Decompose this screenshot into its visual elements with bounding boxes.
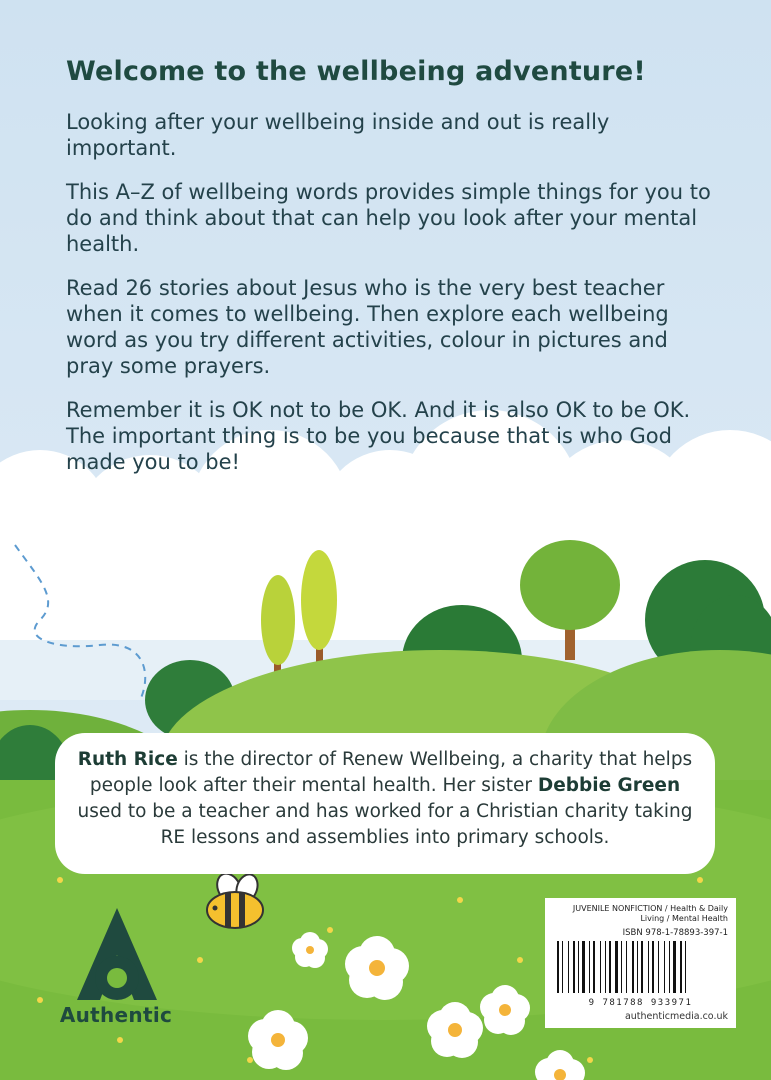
intro-paragraph-4: Remember it is OK not to be OK. And it is also OK to be OK. The important thing is to be you because that is who God made you to be! xyxy=(66,398,691,474)
intro-text xyxy=(66,56,716,493)
publisher-name: Authentic xyxy=(59,1003,173,1027)
publisher-url: authenticmedia.co.uk xyxy=(624,1011,728,1022)
barcode-digits: 9 781788 933971 xyxy=(588,998,693,1008)
author-name-2: Debbie Green xyxy=(537,775,681,796)
intro-paragraph-2: This A–Z of wellbeing words provides simple things for you to do and think about that can help you look after your mental health. xyxy=(66,180,711,256)
intro-paragraph-3: Read 26 stories about Jesus who is the very best teacher when it comes to wellbeing. Then explore each wellbeing word as you try different activities, colour in pictures and pray some prayers. xyxy=(66,276,669,378)
barcode-bars xyxy=(553,941,728,993)
isbn-text: ISBN 978-1-78893-397-1 xyxy=(622,928,728,938)
author-bio xyxy=(55,733,715,874)
book-category: JUVENILE NONFICTION / Health & Daily Living / Mental Health xyxy=(572,904,728,923)
page-title: Welcome to the wellbeing adventure! xyxy=(66,56,646,87)
author-name-1: Ruth Rice xyxy=(77,749,178,770)
bio-text-2: used to be a teacher and has worked for a Christian charity taking RE lessons and assemblies into primary schools. xyxy=(77,801,693,848)
bio-text-1: is the director of Renew Wellbeing, a charity that helps people look after their mental health. Her sister xyxy=(89,749,693,796)
barcode-panel xyxy=(545,898,736,1028)
intro-paragraph-1: Looking after your wellbeing inside and out is really important. xyxy=(66,110,610,160)
